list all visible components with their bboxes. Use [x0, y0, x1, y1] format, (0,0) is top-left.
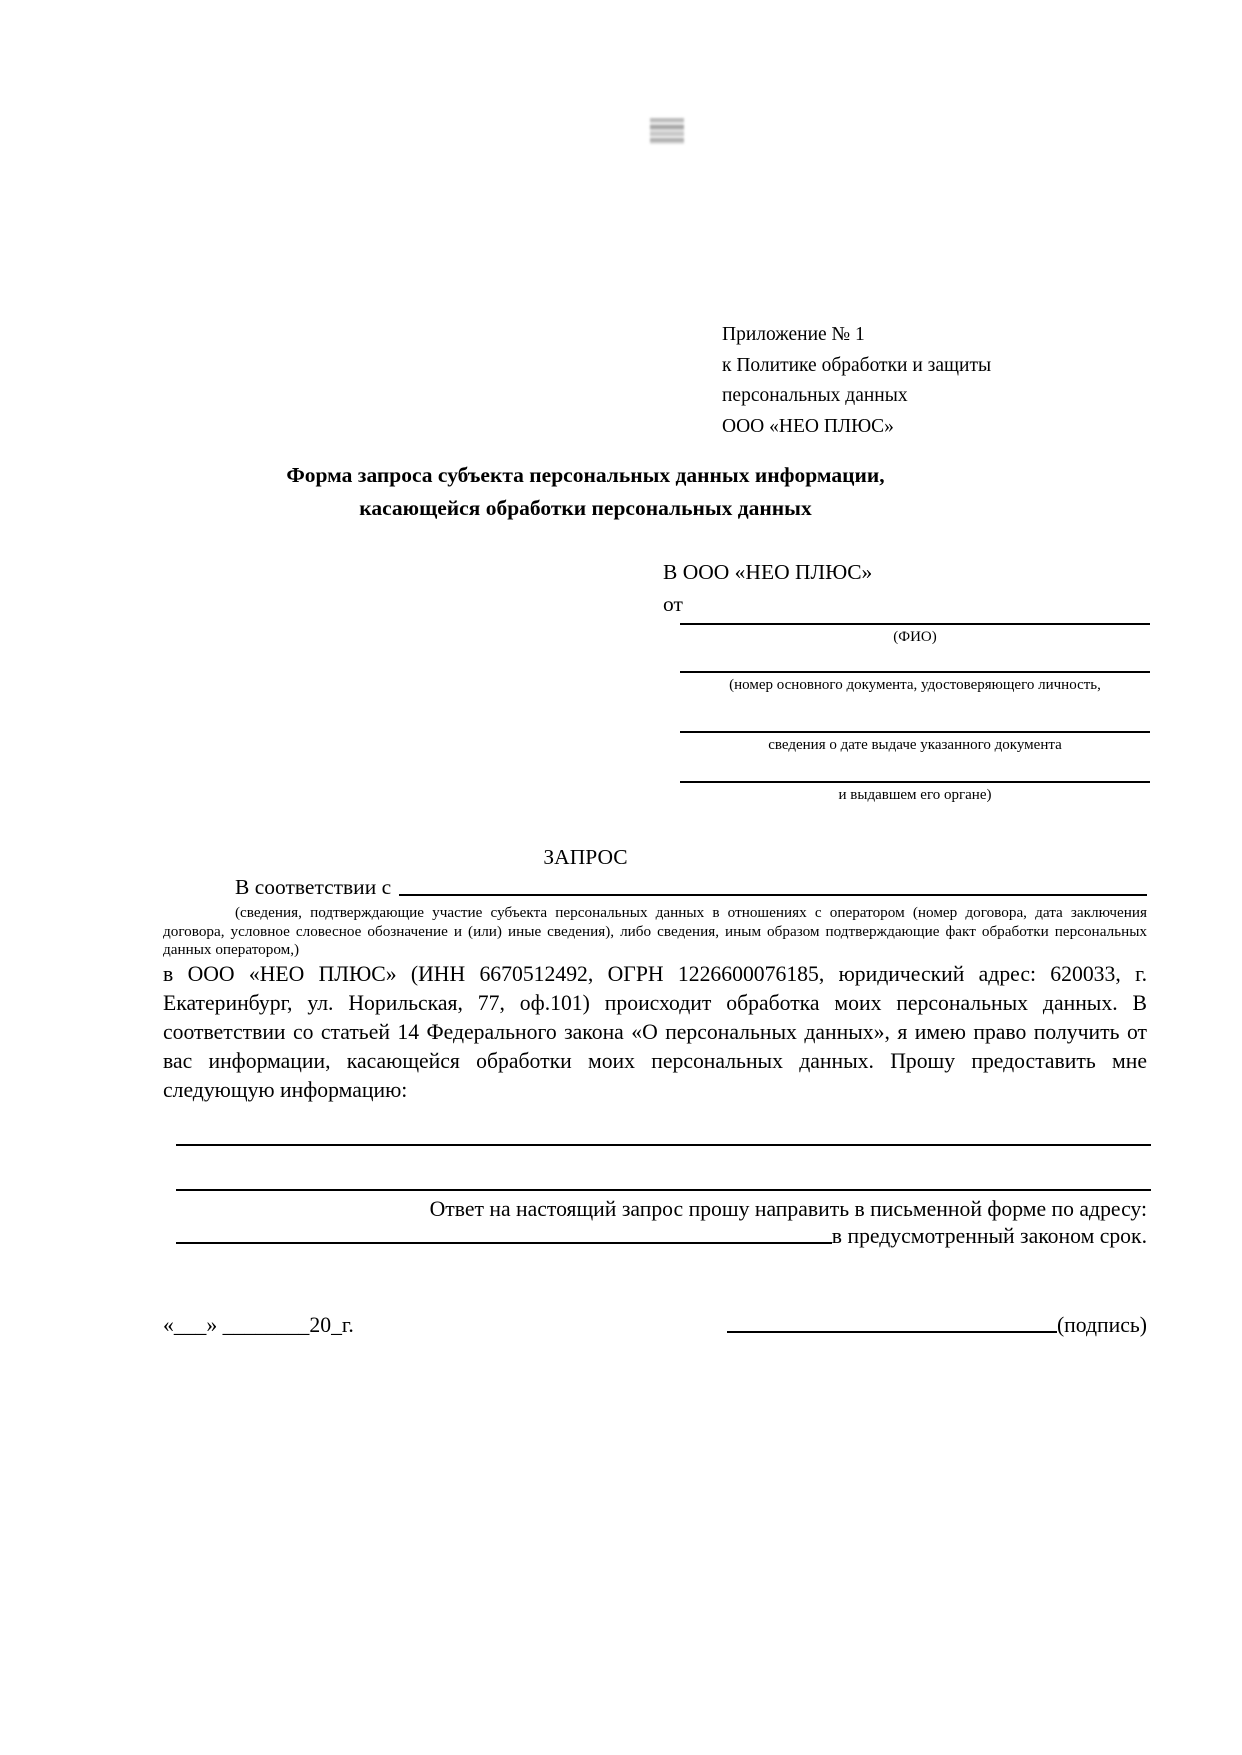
appendix-line: персональных данных — [722, 385, 908, 406]
fine-print-note: (сведения, подтверждающие участие субъекта персональных данных в отношениях с оператором (номер договора, дата заключения договора, условное словесное обозначение и (или) иные сведения), либо сведения, иным образом подтверждающие факт обработки персональных данных оператором,) — [163, 904, 1147, 958]
document-number-field — [680, 671, 1150, 693]
accordance-line — [163, 875, 1147, 900]
addressee-to-line: В ООО «НЕО ПЛЮС» — [663, 560, 873, 584]
document-title — [163, 459, 1008, 525]
document-title-line-1: Форма запроса субъекта персональных данных информации, — [286, 463, 885, 487]
appendix-line: к Политике обработки и защиты — [722, 354, 992, 376]
accordance-label: В соответствии с — [235, 875, 392, 899]
appendix-line: Приложение № 1 — [722, 324, 865, 345]
date-signature-row — [163, 1313, 1147, 1338]
signature-caption: (подпись) — [1056, 1313, 1147, 1337]
appendix-line: ООО «НЕО ПЛЮС» — [722, 415, 894, 437]
accordance-write-in-line[interactable] — [399, 894, 1147, 896]
fio-field-caption: (ФИО) — [893, 629, 937, 645]
issue-date-field — [680, 731, 1150, 753]
date-fill-in[interactable]: «___» ________20_г. — [163, 1313, 354, 1337]
request-body-paragraph: в ООО «НЕО ПЛЮС» (ИНН 6670512492, ОГРН 1226600076185, юридический адрес: 620033, г. Екатеринбург, ул. Норильская, 77, оф.101) происходит обработка моих персональных данных. В соответствии со статьей 14 Федерального закона «О персональных данных», я имею право получить от вас информации, касающейся обработки моих персональных данных. Прошу предоставить мне следующую информацию: — [163, 962, 1147, 1102]
issuing-authority-field — [680, 781, 1150, 803]
request-heading: ЗАПРОС — [543, 845, 628, 869]
fio-field — [680, 623, 1150, 645]
reply-instruction: Ответ на настоящий запрос прошу направить в письменной форме по адресу: — [429, 1197, 1147, 1221]
document-title-line-2: касающейся обработки персональных данных — [359, 496, 812, 520]
issue-date-field-caption: сведения о дате выдаче указанного документа — [768, 737, 1062, 753]
signature-write-in-line[interactable] — [727, 1331, 1057, 1333]
document-logo-image — [650, 118, 684, 144]
address-write-in-line[interactable] — [176, 1242, 832, 1244]
information-write-in-line-1[interactable] — [176, 1144, 1151, 1146]
signature-group — [727, 1313, 1147, 1338]
addressee-block — [663, 556, 872, 620]
appendix-block — [722, 320, 991, 442]
addressee-from-label: от — [663, 592, 683, 616]
issuing-authority-field-caption: и выдавшем его органе) — [838, 787, 992, 803]
information-write-in-line-2[interactable] — [176, 1189, 1151, 1191]
reply-address-line — [176, 1224, 1147, 1249]
reply-tail-text: в предусмотренный законом срок. — [831, 1224, 1147, 1248]
document-number-field-caption: (номер основного документа, удостоверяющего личность, — [729, 677, 1101, 693]
